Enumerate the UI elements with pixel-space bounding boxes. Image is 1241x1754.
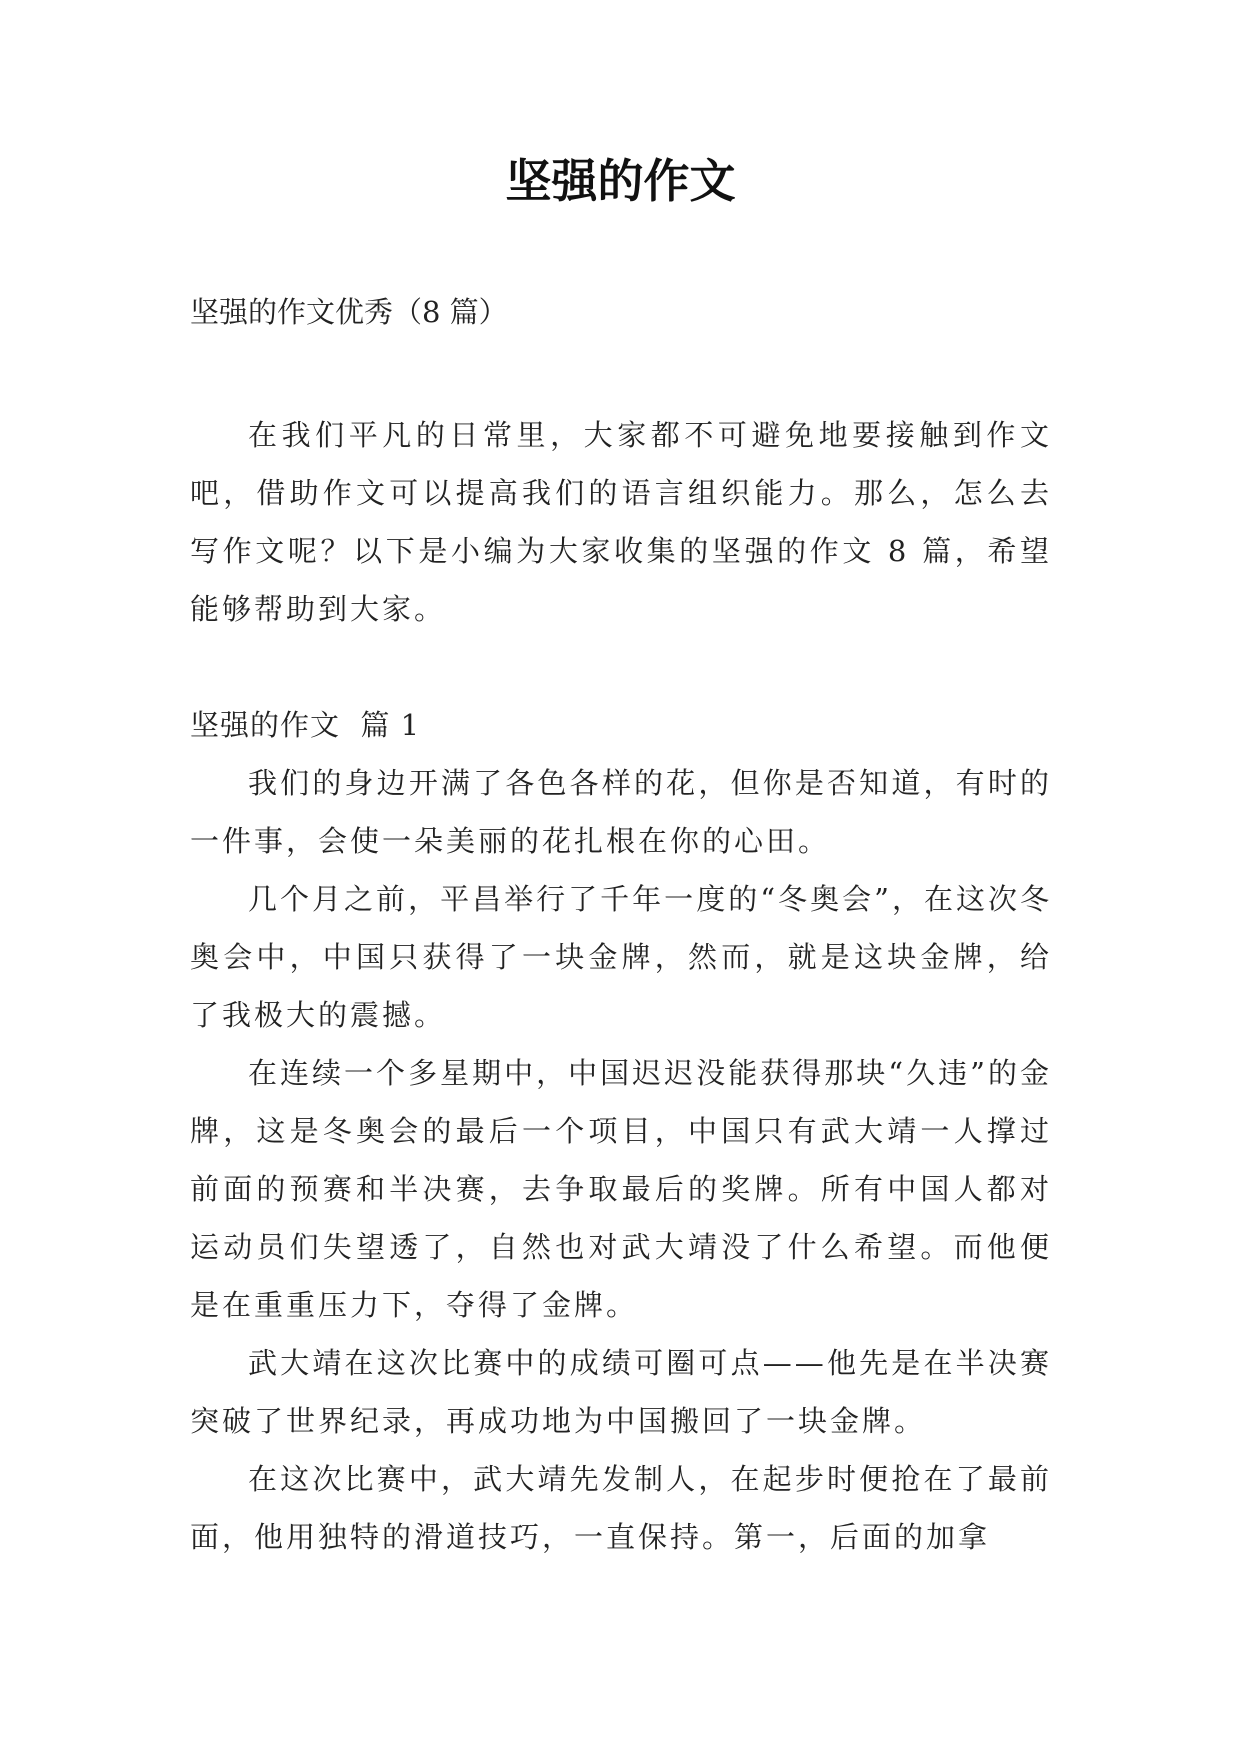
section-heading: 坚强的作文 篇 1 <box>190 708 421 742</box>
body-paragraph: 武大靖在这次比赛中的成绩可圈可点——他先是在半决赛突破了世界纪录，再成功地为中国搬回了一块金牌。 <box>190 1346 1052 1438</box>
section-1 <box>190 696 1052 1566</box>
document-title: 坚强的作文 <box>505 154 736 208</box>
intro-paragraph: 在我们平凡的日常里，大家都不可避免地要接触到作文吧，借助作文可以提高我们的语言组织能力。那么，怎么去写作文呢？以下是小编为大家收集的坚强的作文 8 篇，希望能够帮助到大家。 <box>190 418 1052 626</box>
document-subtitle: 坚强的作文优秀（8 篇） <box>190 295 508 329</box>
body-paragraph: 在连续一个多星期中，中国迟迟没能获得那块“久违”的金牌，这是冬奥会的最后一个项目，中国只有武大靖一人撑过前面的预赛和半决赛，去争取最后的奖牌。所有中国人都对运动员们失望透了，自然也对武大靖没了什么希望。而他便是在重重压力下，夺得了金牌。 <box>190 1056 1052 1322</box>
body-paragraph: 我们的身边开满了各色各样的花，但你是否知道，有时的一件事，会使一朵美丽的花扎根在你的心田。 <box>190 766 1052 858</box>
body-paragraph: 几个月之前，平昌举行了千年一度的“冬奥会”，在这次冬奥会中，中国只获得了一块金牌，然而，就是这块金牌，给了我极大的震撼。 <box>190 882 1052 1032</box>
body-paragraph: 在这次比赛中，武大靖先发制人，在起步时便抢在了最前面，他用独特的滑道技巧，一直保持。第一，后面的加拿 <box>190 1462 1052 1554</box>
